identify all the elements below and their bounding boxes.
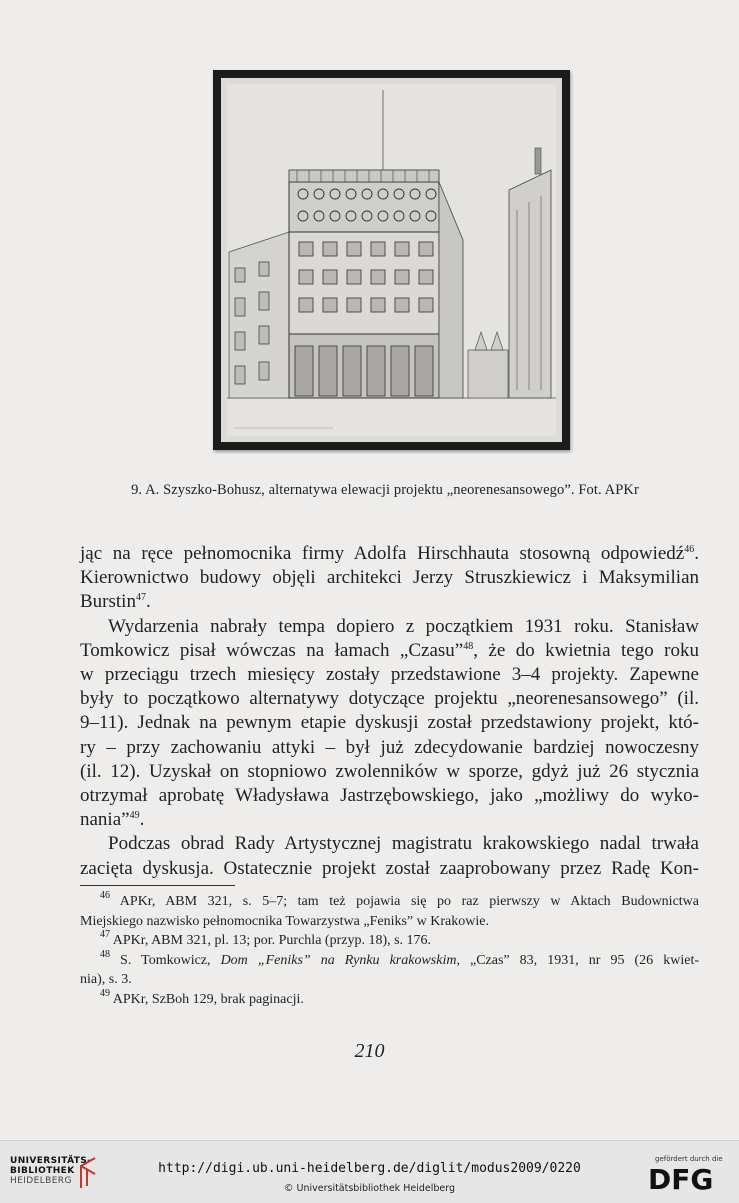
text-line: w przeciągu trzech miesięcy zostały przedstawione 3–4 projekty. Zapewne: [80, 664, 699, 686]
library-name-line: UNIVERSITÄTS-: [10, 1156, 92, 1166]
footnote-46: [80, 892, 699, 931]
footnote-text: Miejskiego nazwisko pełnomocnika Towarzystwa „Feniks” w Krakowie.: [80, 913, 489, 929]
paragraph-2: [80, 615, 699, 833]
digitization-footer: [0, 1140, 739, 1203]
dfg-logo[interactable]: DFG: [648, 1163, 714, 1196]
text-line: 9–11). Jednak na pewnym etapie dyskusji został przedstawiony projekt, któ-: [80, 712, 699, 734]
text-line: Kierownictwo budowy objęli architekci Jerzy Struszkiewicz i Maksymilian: [80, 567, 699, 589]
text-line: nania”: [80, 809, 130, 831]
building-drawing: [213, 70, 570, 450]
footnote-text: , „Czas” 83, 1931, nr 95 (26 kwiet-: [456, 952, 699, 968]
footnote-47: [80, 931, 699, 951]
footnote-number: 49: [100, 987, 110, 999]
text-line: ry – przy zachowaniu attyki – był już zdecydowanie bardziej nowoczesny: [80, 736, 699, 758]
footnote-text: S. Tomkowicz,: [120, 952, 221, 968]
footnote-text: APKr, SzBoh 129, brak paginacji.: [112, 991, 304, 1007]
text-line: były to początkowo alternatywy dotyczące projektu „neorenesansowego” (il.: [80, 688, 699, 710]
footnote-text: APKr, ABM 321, s. 5–7; tam też pojawia się po raz pierwszy w Aktach Budownictwa: [119, 894, 699, 909]
footnote-title: Dom „Feniks” na Rynku krakowskim: [220, 952, 457, 968]
copyright-text: © Universitätsbibliothek Heidelberg: [283, 1183, 455, 1194]
permalink-url[interactable]: http://digi.ub.uni-heidelberg.de/diglit/modus2009/0220: [158, 1161, 581, 1176]
footnote-ref: 49: [129, 810, 140, 822]
footnote-ref: 48: [463, 640, 474, 652]
figure-caption: 9. A. Szyszko-Bohusz, alternatywa elewacji projektu „neorenesansowego”. Fot. APKr: [131, 482, 639, 498]
footnote-ref: 47: [135, 592, 146, 604]
funder-caption: gefördert durch die: [655, 1155, 723, 1163]
text-line: Wydarzenia nabrały tempa dopiero z początkiem 1931 roku. Stanisław: [108, 615, 699, 637]
text-line: jąc na ręce pełnomocnika firmy Adolfa Hirschhauta stosowną odpowiedź: [80, 543, 685, 564]
text-line: .: [139, 809, 145, 831]
footnotes: [80, 892, 699, 1009]
paragraph-3: [80, 832, 699, 880]
text-line: .: [145, 591, 151, 613]
text-line: zacięta dyskusja. Ostatecznie projekt został zaaprobowany przez Radę Kon-: [80, 857, 699, 879]
footnote-49: [80, 987, 699, 1010]
footnote-text: APKr, ABM 321, pl. 13; por. Purchla (przyp. 18), s. 176.: [112, 933, 432, 948]
text-line: Tomkowicz pisał wówczas na łamach „Czasu”: [80, 639, 464, 661]
footnote-text: nia), s. 3.: [80, 972, 132, 987]
text-line: , że do kwietnia tego roku: [473, 639, 699, 661]
footnote-number: 48: [100, 948, 110, 960]
footnote-ref: 46: [684, 544, 695, 555]
footnote-number: 47: [100, 929, 110, 940]
figure-frame: [213, 70, 570, 450]
footnote-48: [80, 948, 699, 990]
text-line: (il. 12). Uzyskał on stopniowo zwolenników w sporze, gdyż już 26 stycznia: [80, 760, 699, 782]
library-name-line: HEIDELBERG: [10, 1176, 72, 1186]
text-line: Burstin: [80, 591, 136, 613]
text-line: otrzymał aprobatę Władysława Jastrzębowskiego, jako „możliwy do wyko-: [80, 785, 699, 807]
text-line: Podczas obrad Rady Artystycznej magistratu krakowskiego nadal trwała: [108, 833, 699, 855]
main-text: [80, 542, 699, 881]
footnote-divider: [80, 885, 235, 886]
library-name-line: BIBLIOTHEK: [10, 1166, 75, 1176]
text-line: .: [694, 543, 699, 564]
footnote-number: 46: [100, 890, 110, 901]
paragraph-1: [80, 542, 699, 615]
page-number: 210: [354, 1040, 385, 1062]
